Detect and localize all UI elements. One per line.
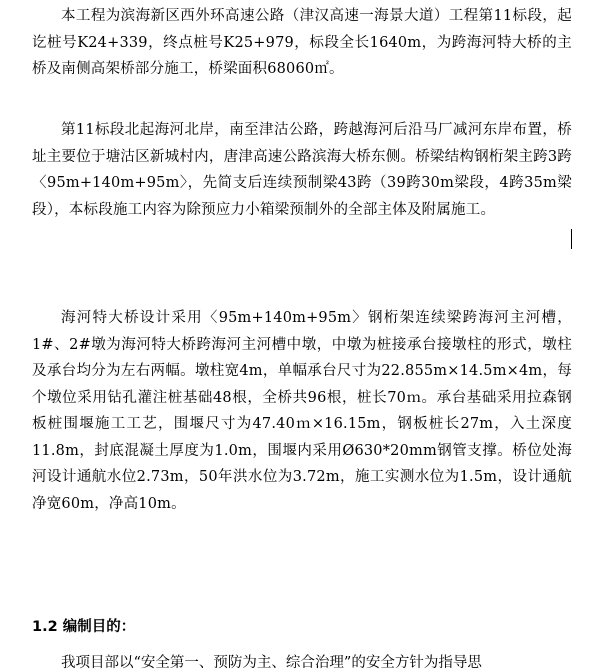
- section-heading: 1.2 编制目的：: [32, 619, 136, 635]
- paragraph-partial: 我项目部以“安全第一、预防为主、综合治理”的安全方针为指导思: [61, 655, 482, 669]
- paragraph-project-overview: 本工程为滨海新区西外环高速公路（津汉高速一海景大道）工程第11标段，起讫桩号K24+339，终点桩号K25+979，标段全长1640m，为跨海河特大桥的主桥及南侧高架桥部分施工，桥梁面积68060㎡。: [32, 8, 572, 77]
- paragraph-section-layout: 第11标段北起海河北岸，南至津沽公路，跨越海河后沿马厂减河东岸布置，桥址主要位于塘沽区新城村内，唐津高速公路滨海大桥东侧。桥梁结构钢桁架主跨3跨〈95m+140m+95m〉，先简支后连续预制梁43跨（39跨30m梁段，4跨35m梁段），本标段施工内容为除预应力小箱梁预制外的全部主体及附属施工。: [32, 122, 572, 218]
- paragraph-bridge-design: 海河特大桥设计采用〈95m+140m+95m〉钢桁架连续梁跨海河主河槽，1#、2#墩为海河特大桥跨海河主河槽中墩，中墩为桩接承台接墩柱的形式，墩柱及承台均分为左右两幅。墩柱宽4m，单幅承台尺寸为22.855m×14.5m×4m，每个墩位采用钻孔灌注桩基础48根，全桥共96根，桩长70ｍ。承台基础采用拉森钢板桩围堰施工工艺，围堰尺寸为47.40ｍ×16.15m，钢板桩长27m，入土深度11.8m，封底混凝土厚度为1.0m，围堰内采用Ø630*20mm钢管支撑。桥位处海河设计通航水位2.73m，50年洪水位为3.72m，施工实测水位为1.5m，设计通航净宽60m，净高10m。: [32, 310, 572, 512]
- text-cursor: [571, 229, 572, 249]
